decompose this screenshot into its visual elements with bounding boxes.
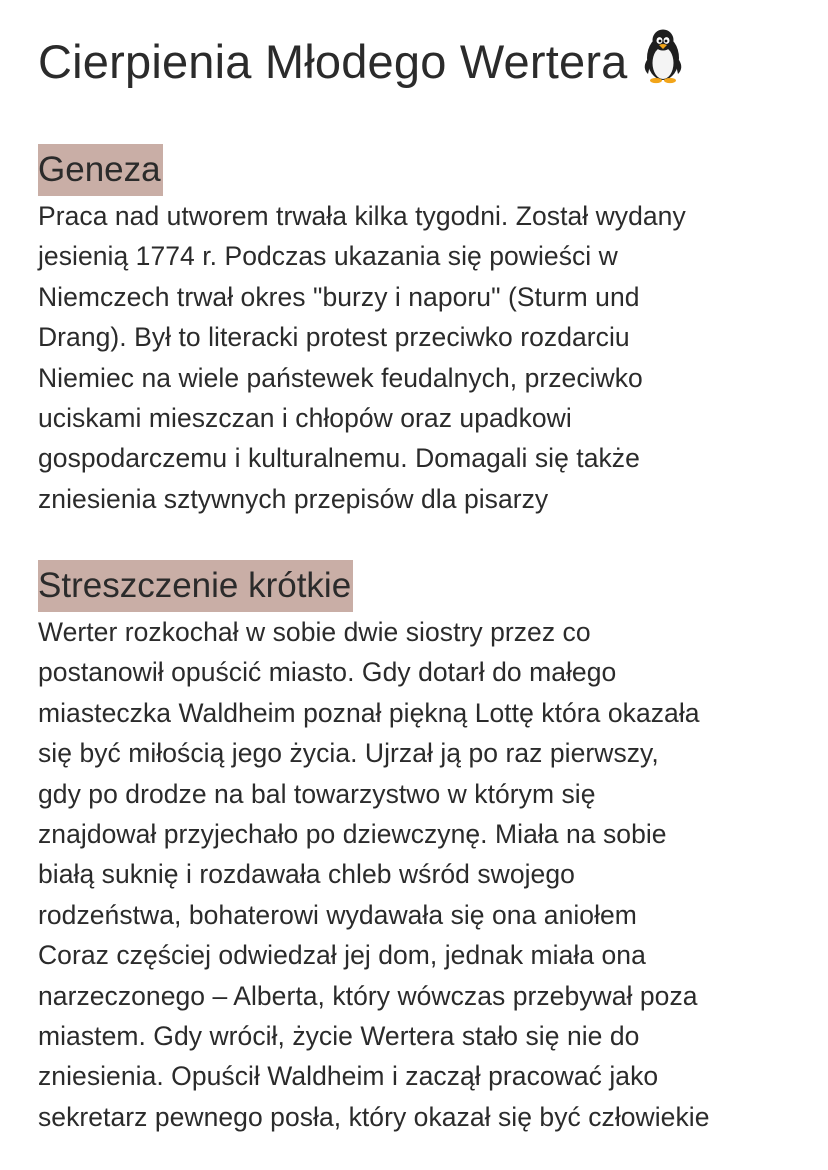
section-heading-geneza: Geneza — [38, 144, 163, 196]
text-line: sekretarz pewnego posła, który okazał się być człowiekie — [38, 1101, 710, 1132]
page-title — [38, 28, 688, 92]
text-line: Niemczech trwał okres "burzy i naporu" (Sturm und — [38, 281, 640, 312]
text-line: rodzeństwa, bohaterowi wydawała się ona aniołem — [38, 899, 637, 930]
text-line: Coraz częściej odwiedzał jej dom, jednak miała ona — [38, 940, 646, 971]
text-line: zniesienia sztywnych przepisów dla pisarzy — [38, 483, 549, 514]
penguin-icon — [638, 28, 688, 84]
text-line: narzeczonego – Alberta, który wówczas przebywał poza — [38, 980, 698, 1011]
text-line: gospodarczemu i kulturalnemu. Domagali się także — [38, 443, 640, 474]
section-geneza — [38, 144, 808, 519]
text-line: miastem. Gdy wrócił, życie Wertera stało się nie do — [38, 1021, 640, 1052]
section-streszczenie — [38, 560, 808, 1137]
page-title-text: Cierpienia Młodego Wertera — [38, 35, 628, 88]
text-line: Praca nad utworem trwała kilka tygodni. Został wydany — [38, 201, 686, 231]
text-line: białą suknię i rozdawała chleb wśród swojego — [38, 859, 575, 890]
text-line: miasteczka Waldheim poznał piękną Lottę która okazała — [38, 697, 700, 728]
text-line: Niemiec na wiele państewek feudalnych, przeciwko — [38, 362, 643, 393]
text-line: się być miłością jego życia. Ujrzał ją po raz pierwszy, — [38, 738, 659, 769]
section-body-streszczenie — [38, 612, 808, 1137]
section-heading-streszczenie: Streszczenie krótkie — [38, 560, 353, 612]
text-line: postanowił opuścić miasto. Gdy dotarł do małego — [38, 657, 617, 688]
text-line: uciskami mieszczan i chłopów oraz upadkowi — [38, 403, 572, 434]
text-line: zniesienia. Opuścił Waldheim i zaczął pracować jako — [38, 1061, 659, 1092]
section-body-geneza — [38, 196, 808, 519]
text-line: Drang). Był to literacki protest przeciwko rozdarciu — [38, 322, 630, 353]
text-line: jesienią 1774 r. Podczas ukazania się powieści w — [38, 241, 618, 272]
text-line: Werter rozkochał w sobie dwie siostry przez co — [38, 617, 591, 647]
text-line: znajdował przyjechało po dziewczynę. Miała na sobie — [38, 819, 667, 850]
text-line: gdy po drodze na bal towarzystwo w którym się — [38, 778, 596, 809]
